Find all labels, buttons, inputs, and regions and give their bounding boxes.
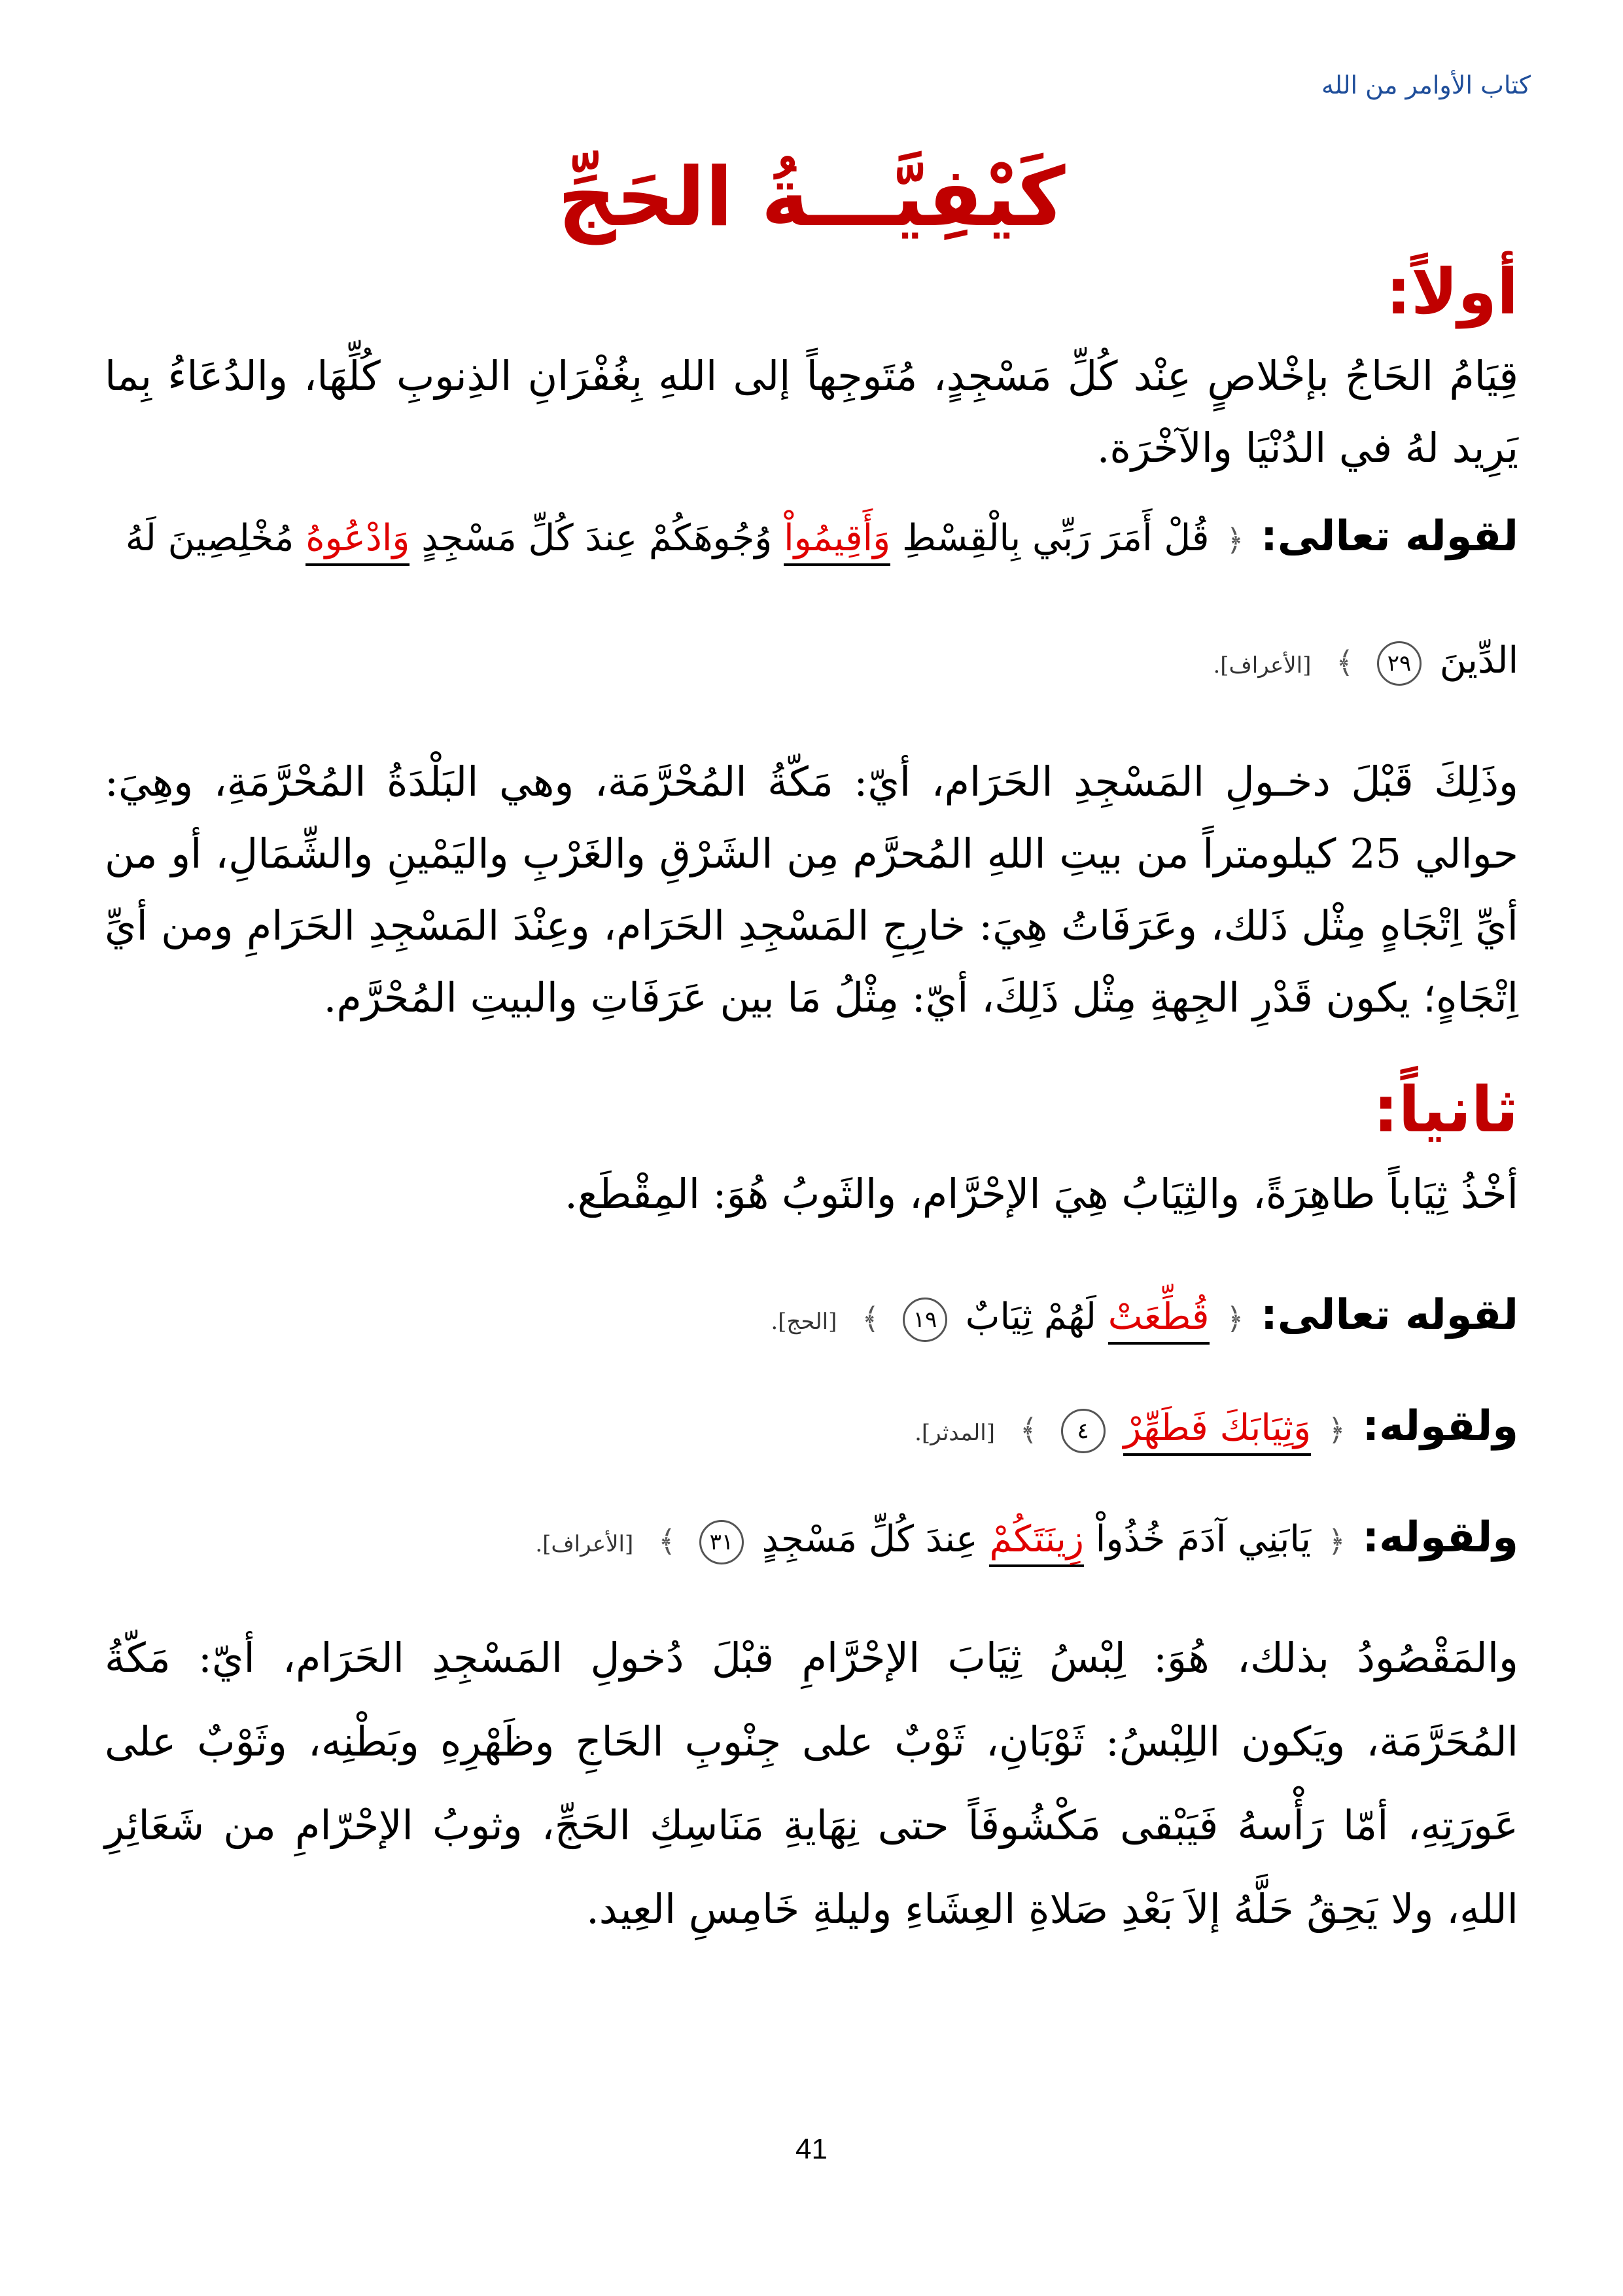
verse-intro: لقوله تعالى: bbox=[1261, 512, 1518, 561]
verse-intro: ولقوله: bbox=[1362, 1402, 1518, 1451]
surah-reference: [الحج]. bbox=[771, 1309, 837, 1335]
ornament-close-icon: ﴾ bbox=[1336, 645, 1354, 680]
verse-block-second-2 bbox=[105, 1387, 1518, 1472]
verse-text: الدِّينَ bbox=[1439, 639, 1518, 682]
ayah-number: ١٩ bbox=[903, 1298, 947, 1342]
verse-highlight: وَثِيَابَكَ فَطَهِّرْ bbox=[1123, 1407, 1311, 1456]
surah-reference: [الأعراف]. bbox=[1213, 652, 1312, 679]
ornament-open-icon: ﴿ bbox=[1226, 1301, 1244, 1336]
ornament-open-icon: ﴿ bbox=[1327, 1412, 1346, 1447]
page-title: كَيْفِيَّـــةُ الحَجِّ bbox=[557, 150, 1066, 245]
verse-highlight: وَأَقِيمُواْ bbox=[784, 517, 890, 566]
verse-block-second-3 bbox=[105, 1498, 1518, 1583]
verse-text: لَهُمْ ثِيَابٌ bbox=[965, 1296, 1096, 1338]
section-heading-first: أولاً: bbox=[1386, 255, 1518, 328]
surah-reference: [الأعراف]. bbox=[535, 1531, 634, 1557]
verse-intro: ولقوله: bbox=[1362, 1513, 1518, 1562]
ornament-close-icon: ﴾ bbox=[1019, 1412, 1038, 1447]
verse-highlight: وَادْعُوهُ bbox=[305, 517, 410, 566]
section-explanation-second: والمَقْصُودُ بذلك، هُوَ: لِبْسُ ثِيَابَ الإحْرَّامِ قبْلَ دُخولِ المَسْجِدِ الحَرَام، أيّ: مَكّةُ المُحَرَّمَة، ويَكون اللِبْسُ: ثَوْبَانِ، ثَوْبٌ على جِنْوبِ الحَاجِ وظَهْرِهِ وبَطْنِه، وثَوْبٌ على عَورَتِهِ، أمّا رَأْسهُ فَيَبْقى مَكْشُوفَاً حتى نِهَايةِ مَنَاسِكِ الحَجِّ، وثوبُ الإحْرّامِ من شَعَائِرِ اللهِ، ولا يَحِقُ حَلَّهُ إلاَ بَعْدِ صَلاةِ العِشَاءِ وليلةِ خَامِسِ العِيد. bbox=[105, 1634, 1518, 1933]
ayah-number: ٤ bbox=[1061, 1409, 1106, 1453]
verse-block-second-1 bbox=[105, 1276, 1518, 1361]
verse-text: قُلْ أَمَرَ رَبِّي بِالْقِسْطِ bbox=[902, 517, 1210, 559]
ornament-close-icon: ﴾ bbox=[658, 1523, 676, 1559]
verse-text: يَابَنِي آدَمَ خُذُواْ bbox=[1095, 1518, 1311, 1561]
ornament-close-icon: ﴾ bbox=[862, 1301, 880, 1336]
ornament-open-icon: ﴿ bbox=[1226, 522, 1244, 557]
book-label: كتاب الأوامر من الله bbox=[1321, 71, 1531, 99]
verse-intro: لقوله تعالى: bbox=[1261, 1291, 1518, 1339]
verse-highlight: زِينَتَكُمْ bbox=[989, 1518, 1084, 1567]
ornament-open-icon: ﴿ bbox=[1327, 1523, 1346, 1559]
verse-text: عِندَ كُلِّ مَسْجِدٍ bbox=[761, 1518, 978, 1561]
section-explanation-first: وذَلِكَ قَبْلَ دخـولِ المَسْجِدِ الحَرَام، أيّ: مَكّةُ المُحْرَّمَة، وهي البَلْدَةُ المُحْرَّمَةِ، وهِيَ: حوالي 25 كيلومتراً من بيتِ اللهِ المُحرَّم مِن الشَرْقِ والغَرْبِ واليَمْينِ والشِّمَالِ، أو من أيِّ اِتْجَاهٍ مِثْل ذَلك، وعَرَفَاتُ هِيَ: خارِجِ المَسْجِدِ الحَرَام، وعِنْدَ المَسْجِدِ الحَرَامِ ومن أيِّ اِتْجَاهٍ؛ يكون قَدْرِ الجِهةِ مِثْل ذَلِكَ، أيّ: مِثْلُ مَا بين عَرَفَاتِ والبيتِ المُحْرَّم. bbox=[105, 758, 1518, 1021]
surah-reference: [المدثر]. bbox=[915, 1420, 995, 1446]
page-number: 41 bbox=[795, 2133, 828, 2165]
section-heading-second: ثانياً: bbox=[1373, 1073, 1518, 1146]
verse-block-first-continued bbox=[105, 622, 1518, 705]
ayah-number: ٣١ bbox=[699, 1520, 744, 1564]
section-body-first: قِيَامُ الحَاجُ بإخْلاصٍ عِنْد كُلِّ مَسْجِدٍ، مُتَوجِهاً إلى اللهِ بِغُفْرَانِ الذِنوبِ كُلِّهَا، والدُعَاءُ بِما يَرِيد لهُ في الدُنْيَا والآخْرَة. bbox=[105, 352, 1518, 472]
verse-text: مُخْلِصِينَ لَهُ bbox=[125, 517, 294, 559]
verse-text: وُجُوهَكُمْ عِندَ كُلِّ مَسْجِدٍ bbox=[421, 517, 773, 559]
ayah-number: ٢٩ bbox=[1377, 641, 1422, 686]
section-body-second: أخْذُ ثِيَاباً طاهِرَةً، والثِيَابُ هِيَ الإحْرَّام، والثَوبُ هُوَ: المِقْطَع. bbox=[565, 1170, 1518, 1218]
verse-block-first bbox=[105, 497, 1518, 579]
verse-highlight: قُطِّعَتْ bbox=[1108, 1296, 1210, 1345]
